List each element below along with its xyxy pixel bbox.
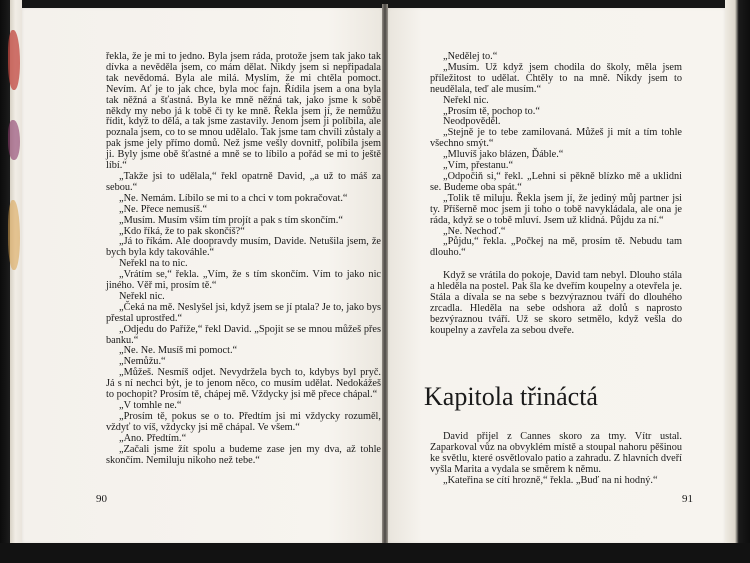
paragraph: Když se vrátila do pokoje, David tam nebyl. Dlouho stála a hleděla na postel. Pak šla ke dveřím koupelny a otevřela je. Stála a dívala se na sebe s bezvýraznou tváří do dlouhého zrcadla. Hleděla na sebe odshora až dolů s naprosto bezvýraznou tváří. Už se skoro setmělo, když vešla do koupelny a zavřela za sebou dveře.	[430, 270, 682, 336]
paragraph: „Ne. Nechoď.“	[443, 225, 506, 237]
paragraph: „Můžeš. Nesmíš odjet. Nevydržela bych to, kdybys byl pryč. Já s ní nechci být, je to jenom něco, co musím udělat. Nedokážeš to pochopit? Prosím tě, chápej mě. Vždycky jsi mě přece chápal.“	[106, 367, 381, 401]
paragraph: „Odjedu do Paříže,“ řekl David. „Spojit se se mnou můžeš přes banku.“	[106, 323, 381, 346]
cover-decoration	[8, 120, 20, 160]
paragraph: „Začali jsme žít spolu a budeme zase jen my dva, až tohle skončím. Nemiluju nikoho než tebe.“	[106, 443, 381, 466]
paragraph: „Prosím tě, pochop to.“	[443, 105, 540, 117]
right-page-text	[430, 52, 682, 337]
paragraph: „Nemůžu.“	[119, 356, 166, 368]
paragraph: „Mluvíš jako blázen, Ďáble.“	[443, 149, 564, 161]
paragraph: Neřekl nic.	[443, 94, 489, 106]
left-page-text	[106, 52, 381, 466]
page-number-left: 90	[96, 493, 107, 505]
chapter-text	[430, 432, 682, 487]
paragraph: „Tolik tě miluju. Řekla jsem jí, že jediný můj partner jsi ty. Příšerně moc jsem ji toho o tobě navykládala, ale ona je ráda, když se o tobě mluví. Jsem už klidná. Půjdu za ní.“	[430, 192, 682, 226]
paragraph: „Ne. Nemám. Líbilo se mi to a chci v tom pokračovat.“	[119, 192, 348, 204]
paragraph: Neodpověděl.	[443, 116, 501, 128]
cover-decoration	[8, 30, 20, 90]
paragraph: řekla, že je mi to jedno. Byla jsem ráda, protože jsem tak jako tak dívka a nevěděla jsem, co mám dělat. Nikdy jsem si nepřipadala tak nevědomá. Byla ale milá. Myslím, že mi chtěla pomoct. Nevím. Ať je to jak chce, byla moc fajn. Řídila jsem a ona byla tak něžná a šťastná. Byla ke mně něžná tak, jako jsme k sobě někdy my nebo já k tobě či ty ke mně. Řekla jsem jí, že nemůžu řídit, když to dělá, a tak jsme zastavily. Jenom jsem ji políbila, ale poznala jsem, co to se mnou udělalo. Tak jsme tam chvíli zůstaly a pak jsme jely přímo domů. Než jsme vešly dovnitř, políbila jsem ji. Byly jsme obě šťastné a mně se to líbilo a pořád se mi to ještě líbí.“	[106, 51, 381, 172]
paragraph: „Ano. Předtím.“	[119, 432, 187, 444]
paragraph: „Stejně je to tebe zamilovaná. Můžeš ji mít a tím tohle všechno smýt.“	[430, 127, 682, 150]
paragraph: „Vím, přestanu.“	[443, 160, 514, 172]
bottom-shadow	[0, 543, 750, 563]
left-page	[22, 8, 382, 543]
page-number-right: 91	[682, 493, 693, 505]
paragraph: „Prosím tě, pokus se o to. Předtím jsi mi vždycky rozuměl, vždyť to víš, vždycky jsi mě chápal. Ve všem.“	[106, 410, 381, 433]
paragraph: „Kdo říká, že to pak skončíš?“	[119, 225, 245, 237]
paragraph: „Takže jsi to udělala,“ řekl opatrně David, „a už to máš za sebou.“	[106, 170, 381, 193]
chapter-title: Kapitola třináctá	[424, 382, 598, 411]
paragraph: „Čeká na mě. Neslyšel jsi, když jsem se jí ptala? Je to, jako bys přestal uprostřed.“	[106, 301, 381, 324]
cover-decoration	[8, 200, 20, 270]
paragraph: „Odpočiň si,“ řekl. „Lehni si pěkně blízko mě a uklidni se. Budeme oba spát.“	[430, 170, 682, 193]
paragraph: „Musím. Už když jsem chodila do školy, měla jsem příležitost to udělat. Chtěly to na mně. Nikdy jsem to neudělala, teď ale musím.“	[430, 61, 682, 95]
paragraph: „Já to říkám. Ale doopravdy musím, Davide. Netušila jsem, že bych byla kdy takováhle.“	[106, 236, 381, 259]
paragraph: „Vrátím se,“ řekla. „Vím, že s tím skončím. Vím to jako nic jiného. Věř mi, prosím tě.“	[106, 269, 381, 292]
paragraph: „Půjdu,“ řekla. „Počkej na mě, prosím tě. Nebudu tam dlouho.“	[430, 236, 682, 259]
paragraph: „Ne. Ne. Musíš mi pomoct.“	[119, 345, 238, 357]
right-page	[388, 8, 725, 543]
paragraph: „Musím. Musím vším tím projít a pak s tím skončím.“	[119, 214, 343, 226]
paragraph: „Kateřina se cítí hrozně,“ řekla. „Buď na ni hodný.“	[443, 474, 658, 486]
paragraph: „Nedělej to.“	[443, 51, 498, 62]
paragraph: Neřekl na to nic.	[119, 258, 188, 270]
right-book-edge	[725, 0, 750, 563]
paragraph: David přijel z Cannes skoro za tmy. Vítr ustal. Zaparkoval vůz na obvyklém místě a stoupal nahoru pěšinou ke světlu, které osvětlovalo patio a zahradu. Z hlavních dveří vyšla Marita a vydala se směrem k němu.	[430, 431, 682, 475]
paragraph: „V tomhle ne.“	[119, 400, 182, 411]
paragraph: Neřekl nic.	[119, 290, 165, 302]
paragraph: „Ne. Přece nemusíš.“	[119, 203, 208, 215]
left-book-edge	[0, 0, 22, 563]
